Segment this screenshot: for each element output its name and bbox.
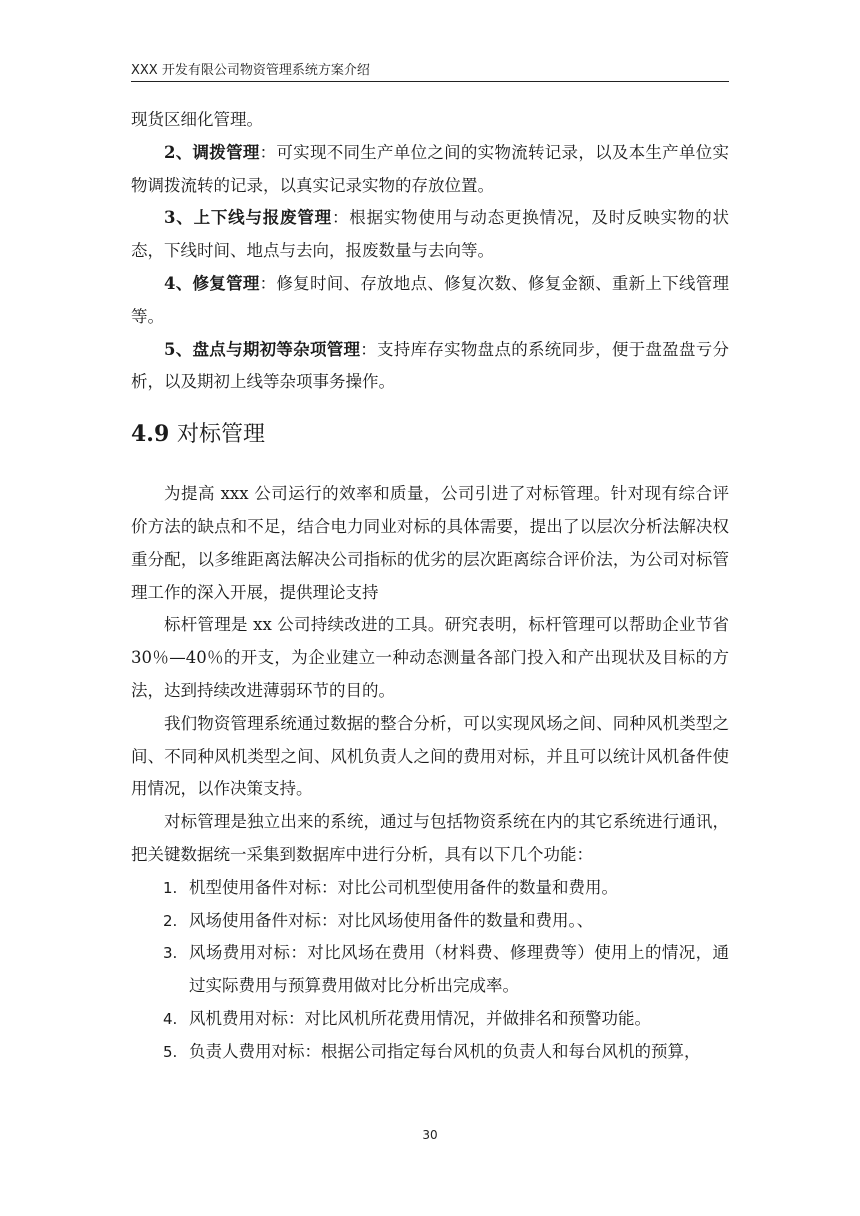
list-number: 4. (163, 1009, 178, 1028)
list-text: 机型使用备件对标：对比公司机型使用备件的数量和费用。 (189, 877, 618, 897)
list-item (131, 1003, 729, 1036)
section-heading (131, 417, 729, 452)
function-list (131, 872, 729, 1069)
feature-paragraph-transfer (131, 137, 729, 203)
list-item (131, 872, 729, 905)
feature-text: ：修复时间、存放地点、修复次数、修复金额、重新上下线管理等。 (131, 273, 730, 326)
page-number: 30 (422, 1128, 438, 1142)
feature-label: 3、上下线与报废管理 (164, 208, 332, 228)
feature-paragraph-repair (131, 268, 729, 334)
list-number: 1. (163, 878, 178, 897)
page-header: XXX 开发有限公司物资管理系统方案介绍 (131, 63, 370, 78)
feature-text: ：可实现不同生产单位之间的实物流转记录，以及本生产单位实物调拨流转的记录，以真实记录实物的存放位置。 (131, 142, 730, 195)
feature-paragraph-inventory (131, 334, 729, 400)
list-item (131, 937, 729, 1003)
feature-label: 5、盘点与期初等杂项管理 (164, 339, 361, 359)
feature-text: ：根据实物使用与动态更换情况，及时反映实物的状态，下线时间、地点与去向，报废数量与去向等。 (131, 208, 730, 261)
list-text: 负责人费用对标：根据公司指定每台风机的负责人和每台风机的预算， (189, 1041, 701, 1061)
list-number: 2. (163, 911, 178, 930)
section-paragraph: 为提高 xxx 公司运行的效率和质量，公司引进了对标管理。针对现有综合评价方法的缺点和不足，结合电力同业对标的具体需要，提出了以层次分析法解决权重分配，以多维距离法解决公司指标的优劣的层次距离综合评价法，为公司对标管理工作的深入开展，提供理论支持 (131, 484, 729, 602)
list-item (131, 1036, 729, 1069)
page-content (131, 104, 729, 1069)
section-paragraph: 我们物资管理系统通过数据的整合分析，可以实现风场之间、同种风机类型之间、不同种风机类型之间、风机负责人之间的费用对标，并且可以统计风机备件使用情况，以作决策支持。 (131, 713, 729, 799)
feature-label: 2、调拨管理 (164, 142, 260, 162)
feature-label: 4、修复管理 (164, 273, 260, 293)
section-paragraph: 标杆管理是 xx 公司持续改进的工具。研究表明，标杆管理可以帮助企业节省 30％—40％的开支，为企业建立一种动态测量各部门投入和产出现状及目标的方法，达到持续改进薄弱环节的目的。 (131, 615, 729, 700)
list-item (131, 905, 729, 938)
section-title: 对标管理 (176, 422, 265, 448)
list-number: 5. (163, 1042, 178, 1061)
list-number: 3. (163, 944, 178, 963)
list-text: 风场使用备件对标：对比风场使用备件的数量和费用。、 (189, 910, 594, 930)
list-text: 风机费用对标：对比风机所花费用情况，并做排名和预警功能。 (189, 1008, 651, 1028)
section-number: 4.9 (131, 421, 170, 448)
feature-text: ：支持库存实物盘点的系统同步，便于盘盈盘亏分析，以及期初上线等杂项事务操作。 (131, 339, 730, 392)
continuation-paragraph: 现货区细化管理。 (131, 110, 263, 129)
list-text: 风场费用对标：对比风场在费用（材料费、修理费等）使用上的情况，通过实际费用与预算费用做对比分析出完成率。 (189, 943, 729, 996)
feature-paragraph-online-offline (131, 202, 729, 268)
section-paragraph: 对标管理是独立出来的系统，通过与包括物资系统在内的其它系统进行通讯，把关键数据统一采集到数据库中进行分析，具有以下几个功能： (131, 812, 729, 864)
header-rule (131, 81, 729, 82)
